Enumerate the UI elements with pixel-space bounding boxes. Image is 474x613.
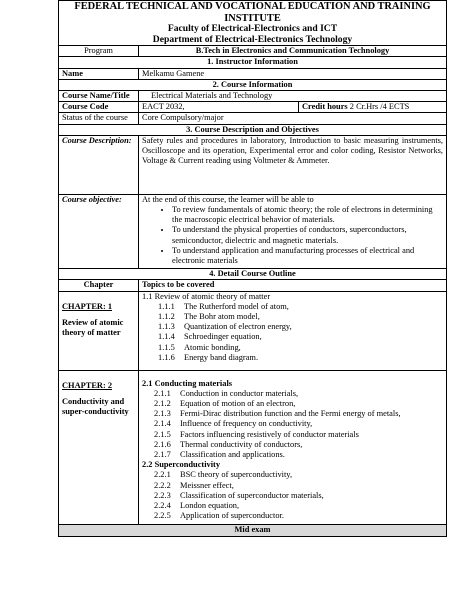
section-4-header bbox=[59, 269, 447, 280]
topic-heading: 2.2 Superconductivity bbox=[142, 460, 221, 470]
description-colon: : bbox=[128, 135, 132, 145]
topic-list bbox=[142, 302, 443, 363]
section-4-title: 4. Detail Course Outline bbox=[59, 269, 447, 280]
chapter-2-title: Conductivity and super-conductivity bbox=[62, 396, 129, 417]
course-code-row bbox=[59, 102, 447, 113]
description-label-cell bbox=[59, 135, 139, 194]
objective-row bbox=[59, 194, 447, 268]
outline-header-row bbox=[59, 280, 447, 291]
topic-heading: 1.1 Review of atomic theory of matter bbox=[142, 291, 271, 301]
program-row bbox=[59, 46, 447, 57]
department-name: Department of Electrical-Electronics Technology bbox=[152, 33, 353, 45]
chapter-1-topics bbox=[139, 291, 447, 370]
objective-item: • To understand the physical properties of conductors, superconductors, semiconductor, dielectric and magnetic materials. bbox=[172, 225, 443, 245]
instructor-row bbox=[59, 68, 447, 79]
topic-item: 1.1.6 Energy band diagram. bbox=[158, 352, 259, 362]
section-1-title: 1. Instructor Information bbox=[59, 57, 447, 68]
topics-column-header: Topics to be covered bbox=[139, 280, 447, 291]
topic-heading: 2.1 Conducting materials bbox=[142, 378, 233, 388]
topic-item: 1.1.5 Atomic bonding, bbox=[158, 342, 241, 352]
topic-item: 2.2.3 Classification of superconductor materials, bbox=[154, 490, 324, 500]
status-row bbox=[59, 113, 447, 124]
course-outline-table bbox=[58, 0, 447, 537]
mid-exam-row bbox=[59, 525, 447, 536]
objective-item: • To review fundamentals of atomic theory; the role of electrons in determining the macroscopic electrical behavior of materials. bbox=[172, 205, 443, 225]
course-name-row bbox=[59, 91, 447, 102]
credit-hours-label: Credit hours bbox=[302, 102, 348, 112]
topic-item: 2.1.1 Conduction in conductor materials, bbox=[154, 388, 299, 398]
topic-list bbox=[142, 389, 443, 460]
objective-label-cell bbox=[59, 194, 139, 268]
objective-intro: At the end of this course, the learner will be able to bbox=[142, 194, 314, 204]
topic-item: 2.2.1 BSC theory of superconductivity, bbox=[154, 470, 293, 480]
topic-list bbox=[142, 470, 443, 521]
institute-name: FEDERAL TECHNICAL AND VOCATIONAL EDUCATION AND TRAINING INSTITUTE bbox=[74, 1, 431, 24]
chapter-2-row bbox=[59, 370, 447, 525]
course-name-label: Course Name/Title bbox=[59, 91, 139, 102]
status-label: Status of the course bbox=[59, 113, 139, 124]
course-name-value: Electrical Materials and Technology bbox=[139, 91, 447, 102]
topic-item: 1.1.3 Quantization of electron energy, bbox=[158, 322, 292, 332]
objective-list bbox=[142, 205, 443, 266]
institution-header bbox=[59, 1, 447, 46]
section-1-header bbox=[59, 57, 447, 68]
objective-label: Course objective bbox=[62, 194, 119, 204]
name-label: Name bbox=[59, 68, 139, 79]
description-text: Safety rules and procedures in laboratory, Introduction to basic measuring instruments, Oscilloscope and its operation, Experimental error and color coding, Resistor Networks, Voltage & Current reading using Voltmeter & Ammeter. bbox=[139, 135, 447, 194]
program-value: B.Tech in Electronics and Communication Technology bbox=[139, 46, 447, 57]
credit-hours-value: 2 Cr.Hrs /4 ECTS bbox=[347, 102, 410, 112]
topic-item: 2.1.3 Fermi-Dirac distribution function and the Fermi energy of metals, bbox=[154, 409, 401, 419]
course-code-label: Course Code bbox=[59, 102, 139, 113]
topic-item: 2.2.5 Application of superconductor. bbox=[154, 511, 284, 521]
status-value: Core Compulsory/major bbox=[139, 113, 447, 124]
chapter-2-topics bbox=[139, 370, 447, 525]
objective-item: • To understand application and manufacturing processes of electrical and electronic materials bbox=[172, 246, 443, 266]
topic-item: 2.1.2 Equation of motion of an electron, bbox=[154, 399, 296, 409]
section-3-title: 3. Course Description and Objectives bbox=[59, 124, 447, 135]
objective-colon: : bbox=[119, 194, 122, 204]
topic-item: 2.2.2 Meissner effect, bbox=[154, 480, 234, 490]
topic-item: 2.1.4 Influence of frequency on conductivity, bbox=[154, 419, 313, 429]
topic-item: 2.1.6 Thermal conductivity of conductors, bbox=[154, 439, 303, 449]
topic-item: 2.1.5 Factors influencing resistively of conductor materials bbox=[154, 429, 359, 439]
credit-hours-cell bbox=[299, 102, 447, 113]
section-3-header bbox=[59, 124, 447, 135]
section-2-header bbox=[59, 79, 447, 90]
topic-item: 2.2.4 London equation, bbox=[154, 501, 240, 511]
instructor-name: Melkamu Gamene bbox=[139, 68, 447, 79]
course-code-value: EACT 2032, bbox=[139, 102, 299, 113]
chapter-1-cell bbox=[59, 291, 139, 370]
chapter-1-row bbox=[59, 291, 447, 370]
program-label: Program bbox=[59, 46, 139, 57]
objective-cell bbox=[139, 194, 447, 268]
section-2-title: 2. Course Information bbox=[59, 79, 447, 90]
chapter-2-number: CHAPTER: 2 bbox=[62, 380, 113, 390]
topic-item: 2.1.7 Classification and applications. bbox=[154, 450, 285, 460]
topic-item: 1.1.4 Schroedinger equation, bbox=[158, 332, 262, 342]
chapter-column-header: Chapter bbox=[59, 280, 139, 291]
faculty-name: Faculty of Electrical-Electronics and ICT bbox=[167, 23, 338, 34]
description-row bbox=[59, 135, 447, 194]
description-label: Course Description bbox=[62, 135, 129, 145]
chapter-1-title: Review of atomic theory of matter bbox=[62, 317, 124, 338]
topic-item: 1.1.2 The Bohr atom model, bbox=[158, 312, 260, 322]
chapter-1-number: CHAPTER: 1 bbox=[62, 301, 113, 311]
course-outline-page bbox=[58, 0, 446, 537]
chapter-2-cell bbox=[59, 370, 139, 525]
mid-exam-label: Mid exam bbox=[59, 525, 447, 536]
topic-item: 1.1.1 The Rutherford model of atom, bbox=[158, 301, 289, 311]
